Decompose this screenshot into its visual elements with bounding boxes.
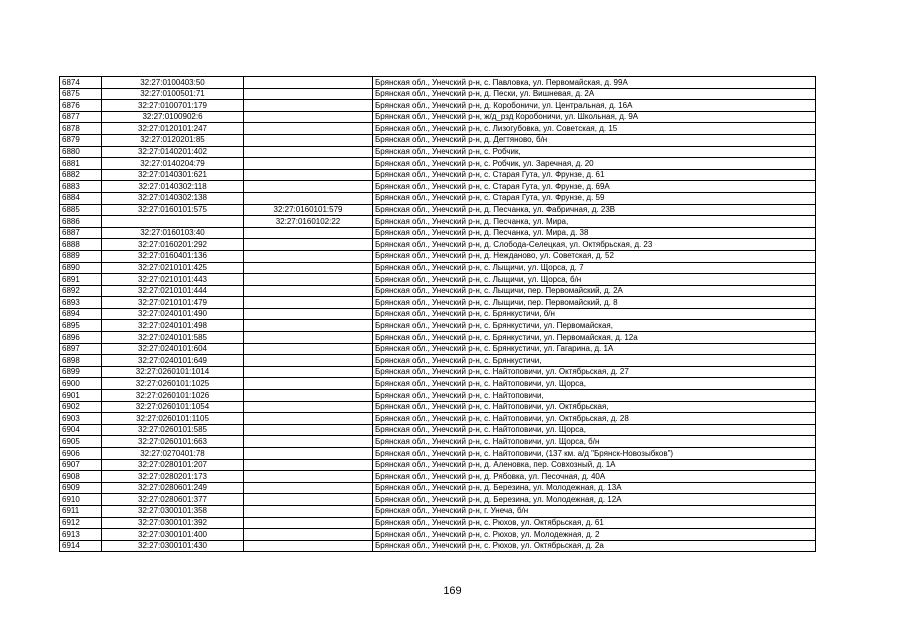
property-register-table <box>59 76 816 552</box>
address-cell: Брянская обл., Унечский р-н, с. Старая Гута, ул. Фрунзе, д. 61 <box>373 169 816 181</box>
table-row <box>60 540 816 552</box>
cadastral-number-cell: 32:27:0240101:604 <box>102 343 244 355</box>
address-cell: Брянская обл., Унечский р-н, д. Коробоничи, ул. Центральная, д. 16А <box>373 100 816 112</box>
previous-number-cell <box>244 355 373 367</box>
table-row <box>60 100 816 112</box>
row-number-cell: 6914 <box>60 540 102 552</box>
row-number-cell: 6906 <box>60 448 102 460</box>
address-cell: Брянская обл., Унечский р-н, с. Рюхов, ул. Октябрьская, д. 2а <box>373 540 816 552</box>
table-row <box>60 424 816 436</box>
previous-number-cell <box>244 471 373 483</box>
previous-number-cell <box>244 239 373 251</box>
address-cell: Брянская обл., Унечский р-н, с. Лыщичи, пер. Первомайский, д. 2А <box>373 285 816 297</box>
row-number-cell: 6898 <box>60 355 102 367</box>
table-row <box>60 192 816 204</box>
address-cell: Брянская обл., Унечский р-н, с. Старая Гута, ул. Фрунзе, д. 69А <box>373 181 816 193</box>
cadastral-number-cell: 32:27:0140302:138 <box>102 192 244 204</box>
row-number-cell: 6900 <box>60 378 102 390</box>
address-cell: Брянская обл., Унечский р-н, с. Рюхов, ул. Молодежная, д. 2 <box>373 529 816 541</box>
previous-number-cell <box>244 285 373 297</box>
page-number: 169 <box>443 585 462 597</box>
table-row <box>60 366 816 378</box>
address-cell: Брянская обл., Унечский р-н, с. Брянкустичи, <box>373 355 816 367</box>
table-row <box>60 471 816 483</box>
row-number-cell: 6884 <box>60 192 102 204</box>
row-number-cell: 6886 <box>60 216 102 228</box>
table-row <box>60 204 816 216</box>
table-row <box>60 158 816 170</box>
table-row <box>60 262 816 274</box>
row-number-cell: 6875 <box>60 88 102 100</box>
row-number-cell: 6909 <box>60 482 102 494</box>
cadastral-number-cell: 32:27:0120101:247 <box>102 123 244 135</box>
table-row <box>60 355 816 367</box>
row-number-cell: 6901 <box>60 390 102 402</box>
cadastral-number-cell: 32:27:0160401:136 <box>102 250 244 262</box>
row-number-cell: 6874 <box>60 77 102 89</box>
row-number-cell: 6889 <box>60 250 102 262</box>
row-number-cell: 6882 <box>60 169 102 181</box>
address-cell: Брянская обл., Унечский р-н, с. Найтоповичи, ул. Октябрьская, д. 27 <box>373 366 816 378</box>
table-row <box>60 181 816 193</box>
address-cell: Брянская обл., Унечский р-н, с. Брянкустичи, ул. Первомайская, д. 12а <box>373 332 816 344</box>
previous-number-cell <box>244 227 373 239</box>
previous-number-cell <box>244 424 373 436</box>
address-cell: Брянская обл., Унечский р-н, с. Брянкустичи, ул. Гагарина, д. 1А <box>373 343 816 355</box>
address-cell: Брянская обл., Унечский р-н, д. Аленовка, пер. Совхозный, д. 1А <box>373 459 816 471</box>
cadastral-number-cell: 32:27:0210101:425 <box>102 262 244 274</box>
table-row <box>60 216 816 228</box>
row-number-cell: 6904 <box>60 424 102 436</box>
cadastral-number-cell: 32:27:0100902:6 <box>102 111 244 123</box>
table-row <box>60 308 816 320</box>
table-row <box>60 482 816 494</box>
previous-number-cell <box>244 320 373 332</box>
previous-number-cell <box>244 192 373 204</box>
row-number-cell: 6895 <box>60 320 102 332</box>
row-number-cell: 6890 <box>60 262 102 274</box>
cadastral-number-cell: 32:27:0210101:479 <box>102 297 244 309</box>
row-number-cell: 6888 <box>60 239 102 251</box>
previous-number-cell <box>244 540 373 552</box>
address-cell: Брянская обл., Унечский р-н, с. Робчик, <box>373 146 816 158</box>
previous-number-cell <box>244 494 373 506</box>
table-row <box>60 169 816 181</box>
address-cell: Брянская обл., Унечский р-н, с. Робчик, ул. Заречная, д. 20 <box>373 158 816 170</box>
cadastral-number-cell: 32:27:0280101:207 <box>102 459 244 471</box>
address-cell: Брянская обл., Унечский р-н, д. Песчанка, ул. Мира, <box>373 216 816 228</box>
row-number-cell: 6891 <box>60 274 102 286</box>
previous-number-cell <box>244 482 373 494</box>
cadastral-number-cell: 32:27:0100701:179 <box>102 100 244 112</box>
address-cell: Брянская обл., Унечский р-н, с. Найтоповичи, <box>373 390 816 402</box>
row-number-cell: 6899 <box>60 366 102 378</box>
address-cell: Брянская обл., Унечский р-н, с. Лыщичи, ул. Щорса, б/н <box>373 274 816 286</box>
row-number-cell: 6892 <box>60 285 102 297</box>
previous-number-cell <box>244 332 373 344</box>
address-cell: Брянская обл., Унечский р-н, д. Пески, ул. Вишневая, д. 2А <box>373 88 816 100</box>
cadastral-number-cell: 32:27:0260101:1025 <box>102 378 244 390</box>
table-row <box>60 146 816 158</box>
table-row <box>60 239 816 251</box>
table-row <box>60 320 816 332</box>
address-cell: Брянская обл., Унечский р-н, ж/д_рзд Коробоничи, ул. Школьная, д. 9А <box>373 111 816 123</box>
address-cell: Брянская обл., Унечский р-н, с. Найтоповичи, ул. Октябрьская, д. 28 <box>373 413 816 425</box>
row-number-cell: 6908 <box>60 471 102 483</box>
previous-number-cell <box>244 274 373 286</box>
table-row <box>60 250 816 262</box>
row-number-cell: 6907 <box>60 459 102 471</box>
cadastral-number-cell: 32:27:0300101:392 <box>102 517 244 529</box>
previous-number-cell <box>244 77 373 89</box>
table-row <box>60 413 816 425</box>
table-row <box>60 505 816 517</box>
table-row <box>60 459 816 471</box>
table-row <box>60 332 816 344</box>
cadastral-number-cell: 32:27:0240101:649 <box>102 355 244 367</box>
previous-number-cell <box>244 505 373 517</box>
row-number-cell: 6876 <box>60 100 102 112</box>
row-number-cell: 6887 <box>60 227 102 239</box>
table-row <box>60 88 816 100</box>
cadastral-number-cell: 32:27:0140302:118 <box>102 181 244 193</box>
address-cell: Брянская обл., Унечский р-н, д. Березина, ул. Молодежная, д. 12А <box>373 494 816 506</box>
cadastral-number-cell: 32:27:0120201:85 <box>102 134 244 146</box>
row-number-cell: 6883 <box>60 181 102 193</box>
previous-number-cell <box>244 111 373 123</box>
row-number-cell: 6877 <box>60 111 102 123</box>
table-row <box>60 274 816 286</box>
address-cell: Брянская обл., Унечский р-н, с. Брянкустичи, ул. Первомайская, <box>373 320 816 332</box>
table-row <box>60 448 816 460</box>
address-cell: Брянская обл., Унечский р-н, д. Дегтяново, б/н <box>373 134 816 146</box>
previous-number-cell <box>244 401 373 413</box>
address-cell: Брянская обл., Унечский р-н, с. Найтоповичи, ул. Щорса, <box>373 378 816 390</box>
cadastral-number-cell: 32:27:0240101:498 <box>102 320 244 332</box>
address-cell: Брянская обл., Унечский р-н, г. Унеча, б/н <box>373 505 816 517</box>
previous-number-cell <box>244 181 373 193</box>
previous-number-cell <box>244 366 373 378</box>
cadastral-number-cell: 32:27:0160103:40 <box>102 227 244 239</box>
address-cell: Брянская обл., Унечский р-н, с. Рюхов, ул. Октябрьская, д. 61 <box>373 517 816 529</box>
table-row <box>60 227 816 239</box>
row-number-cell: 6897 <box>60 343 102 355</box>
previous-number-cell <box>244 436 373 448</box>
cadastral-number-cell: 32:27:0270401:78 <box>102 448 244 460</box>
cadastral-number-cell: 32:27:0140301:621 <box>102 169 244 181</box>
cadastral-number-cell: 32:27:0160201:292 <box>102 239 244 251</box>
table-row <box>60 77 816 89</box>
row-number-cell: 6893 <box>60 297 102 309</box>
previous-number-cell <box>244 146 373 158</box>
table-row <box>60 297 816 309</box>
address-cell: Брянская обл., Унечский р-н, с. Павловка, ул. Первомайская, д. 99А <box>373 77 816 89</box>
cadastral-number-cell: 32:27:0210101:444 <box>102 285 244 297</box>
cadastral-number-cell: 32:27:0210101:443 <box>102 274 244 286</box>
previous-number-cell <box>244 517 373 529</box>
address-cell: Брянская обл., Унечский р-н, с. Брянкустичи, б/н <box>373 308 816 320</box>
address-cell: Брянская обл., Унечский р-н, с. Лыщичи, пер. Первомайский, д. 8 <box>373 297 816 309</box>
row-number-cell: 6911 <box>60 505 102 517</box>
cadastral-number-cell: 32:27:0280601:377 <box>102 494 244 506</box>
previous-number-cell: 32:27:0160101:579 <box>244 204 373 216</box>
row-number-cell: 6878 <box>60 123 102 135</box>
address-cell: Брянская обл., Унечский р-н, с. Лыщичи, ул. Щорса, д. 7 <box>373 262 816 274</box>
cadastral-number-cell: 32:27:0140204:79 <box>102 158 244 170</box>
cadastral-number-cell: 32:27:0260101:1054 <box>102 401 244 413</box>
previous-number-cell <box>244 448 373 460</box>
row-number-cell: 6894 <box>60 308 102 320</box>
address-cell: Брянская обл., Унечский р-н, с. Лизогубовка, ул. Советская, д. 15 <box>373 123 816 135</box>
table-row <box>60 123 816 135</box>
cadastral-number-cell: 32:27:0240101:585 <box>102 332 244 344</box>
cadastral-number-cell: 32:27:0260101:585 <box>102 424 244 436</box>
table-row <box>60 285 816 297</box>
previous-number-cell <box>244 250 373 262</box>
previous-number-cell <box>244 343 373 355</box>
row-number-cell: 6896 <box>60 332 102 344</box>
previous-number-cell <box>244 413 373 425</box>
row-number-cell: 6880 <box>60 146 102 158</box>
previous-number-cell <box>244 459 373 471</box>
address-cell: Брянская обл., Унечский р-н, д. Неждановo, ул. Советская, д. 52 <box>373 250 816 262</box>
address-cell: Брянская обл., Унечский р-н, с. Найтоповичи, ул. Щорса, <box>373 424 816 436</box>
cadastral-number-cell: 32:27:0260101:663 <box>102 436 244 448</box>
row-number-cell: 6879 <box>60 134 102 146</box>
row-number-cell: 6902 <box>60 401 102 413</box>
table-row <box>60 401 816 413</box>
table-row <box>60 134 816 146</box>
address-cell: Брянская обл., Унечский р-н, с. Старая Гута, ул. Фрунзе, д. 59 <box>373 192 816 204</box>
address-cell: Брянская обл., Унечский р-н, д. Песчанка, ул. Мира, д. 38 <box>373 227 816 239</box>
cadastral-number-cell: 32:27:0100501:71 <box>102 88 244 100</box>
table-row <box>60 529 816 541</box>
row-number-cell: 6912 <box>60 517 102 529</box>
previous-number-cell <box>244 88 373 100</box>
cadastral-number-cell: 32:27:0100403:50 <box>102 77 244 89</box>
address-cell: Брянская обл., Унечский р-н, с. Найтоповичи, ул. Щорса, б/н <box>373 436 816 448</box>
table-row <box>60 378 816 390</box>
address-cell: Брянская обл., Унечский р-н, д. Слобода-Селецкая, ул. Октябрьская, д. 23 <box>373 239 816 251</box>
row-number-cell: 6881 <box>60 158 102 170</box>
address-cell: Брянская обл., Унечский р-н, с. Найтоповичи, ул. Октябрьская, <box>373 401 816 413</box>
cadastral-number-cell: 32:27:0160101:575 <box>102 204 244 216</box>
row-number-cell: 6885 <box>60 204 102 216</box>
cadastral-number-cell: 32:27:0260101:1105 <box>102 413 244 425</box>
row-number-cell: 6913 <box>60 529 102 541</box>
cadastral-number-cell: 32:27:0300101:358 <box>102 505 244 517</box>
cadastral-number-cell: 32:27:0280601:249 <box>102 482 244 494</box>
table-body <box>60 77 816 552</box>
previous-number-cell <box>244 390 373 402</box>
previous-number-cell <box>244 378 373 390</box>
table-row <box>60 436 816 448</box>
cadastral-number-cell: 32:27:0260101:1026 <box>102 390 244 402</box>
previous-number-cell <box>244 169 373 181</box>
address-cell: Брянская обл., Унечский р-н, д. Рябовка, ул. Песочная, д. 40А <box>373 471 816 483</box>
table-row <box>60 517 816 529</box>
previous-number-cell <box>244 297 373 309</box>
address-cell: Брянская обл., Унечский р-н, с. Найтоповичи, (137 км. а/д "Брянск-Новозыбков") <box>373 448 816 460</box>
table-row <box>60 343 816 355</box>
table-row <box>60 494 816 506</box>
previous-number-cell <box>244 529 373 541</box>
cadastral-number-cell: 32:27:0140201:402 <box>102 146 244 158</box>
previous-number-cell <box>244 100 373 112</box>
cadastral-number-cell: 32:27:0280201:173 <box>102 471 244 483</box>
address-cell: Брянская обл., Унечский р-н, д. Песчанка, ул. Фабричная, д. 23В <box>373 204 816 216</box>
cadastral-number-cell: 32:27:0300101:430 <box>102 540 244 552</box>
previous-number-cell <box>244 262 373 274</box>
row-number-cell: 6910 <box>60 494 102 506</box>
table-row <box>60 111 816 123</box>
row-number-cell: 6905 <box>60 436 102 448</box>
table-row <box>60 390 816 402</box>
cadastral-number-cell: 32:27:0300101:400 <box>102 529 244 541</box>
previous-number-cell <box>244 308 373 320</box>
previous-number-cell <box>244 123 373 135</box>
cadastral-number-cell: 32:27:0260101:1014 <box>102 366 244 378</box>
cadastral-number-cell: 32:27:0240101:490 <box>102 308 244 320</box>
previous-number-cell <box>244 158 373 170</box>
address-cell: Брянская обл., Унечский р-н, д. Березина, ул. Молодежная, д. 13А <box>373 482 816 494</box>
previous-number-cell: 32:27:0160102:22 <box>244 216 373 228</box>
cadastral-number-cell <box>102 216 244 228</box>
previous-number-cell <box>244 134 373 146</box>
row-number-cell: 6903 <box>60 413 102 425</box>
